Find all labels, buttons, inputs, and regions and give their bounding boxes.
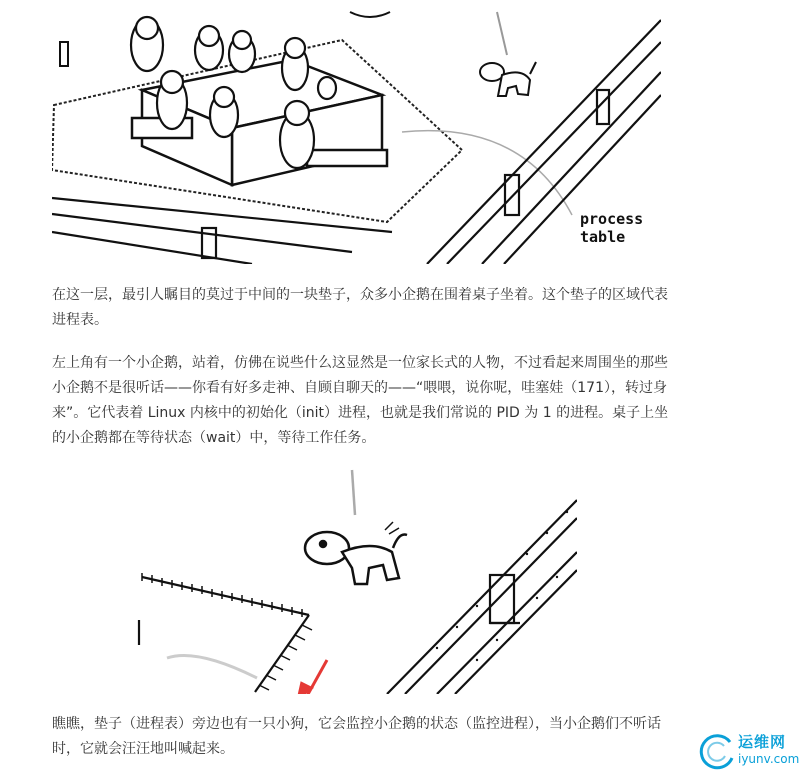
penguins-table-illustration — [52, 0, 661, 264]
red-arrow — [297, 660, 327, 694]
dog-mat-drawing — [137, 460, 577, 694]
process-label: process — [580, 210, 644, 228]
paragraph-init-process: 左上角有一个小企鹅，站着，仿佛在说些什么这显然是一位家长式的人物，不过看起来周围坐的那些小企鹅不是很听话——你看有好多走神、自顾自聊天的——“喂喂，说你呢，哇塞娃（171），转过身来”。它代表着 Linux 内核中的初始化（init）进程，也就是我们常说的 PID 为 1 的进程。桌子上坐的小企鹅都在等待状态（wait）中，等待工作任务。 — [52, 355, 669, 446]
mat-edge — [139, 577, 309, 692]
paragraph-mat-description: 在这一层，最引人瞩目的莫过于中间的一块垫子，众多小企鹅在围着桌子坐着。这个垫子的区域代表进程表。 — [52, 287, 668, 328]
paragraph-dog-monitor: 瞧瞧，垫子（进程表）旁边也有一只小狗，它会监控小企鹅的状态（监控进程），当小企鹅们不听话时，它就会汪汪地叫喊起来。 — [52, 716, 661, 757]
table-label: table — [580, 228, 626, 246]
dog-shape-large — [305, 470, 407, 584]
penguins-table-drawing — [52, 0, 661, 264]
beam-dots — [436, 511, 568, 661]
watermark-title: 运维网 — [738, 733, 787, 751]
swirl-logo-icon — [694, 728, 738, 772]
watermark-url: iyunv.com — [738, 752, 799, 766]
mat-shadow — [167, 656, 257, 679]
dog-illustration — [137, 460, 577, 694]
ceiling-mark — [350, 12, 390, 17]
mat-fringe — [142, 573, 312, 690]
floor-beams-lower — [387, 500, 577, 694]
site-watermark — [694, 728, 799, 774]
dog-shape — [480, 12, 536, 96]
